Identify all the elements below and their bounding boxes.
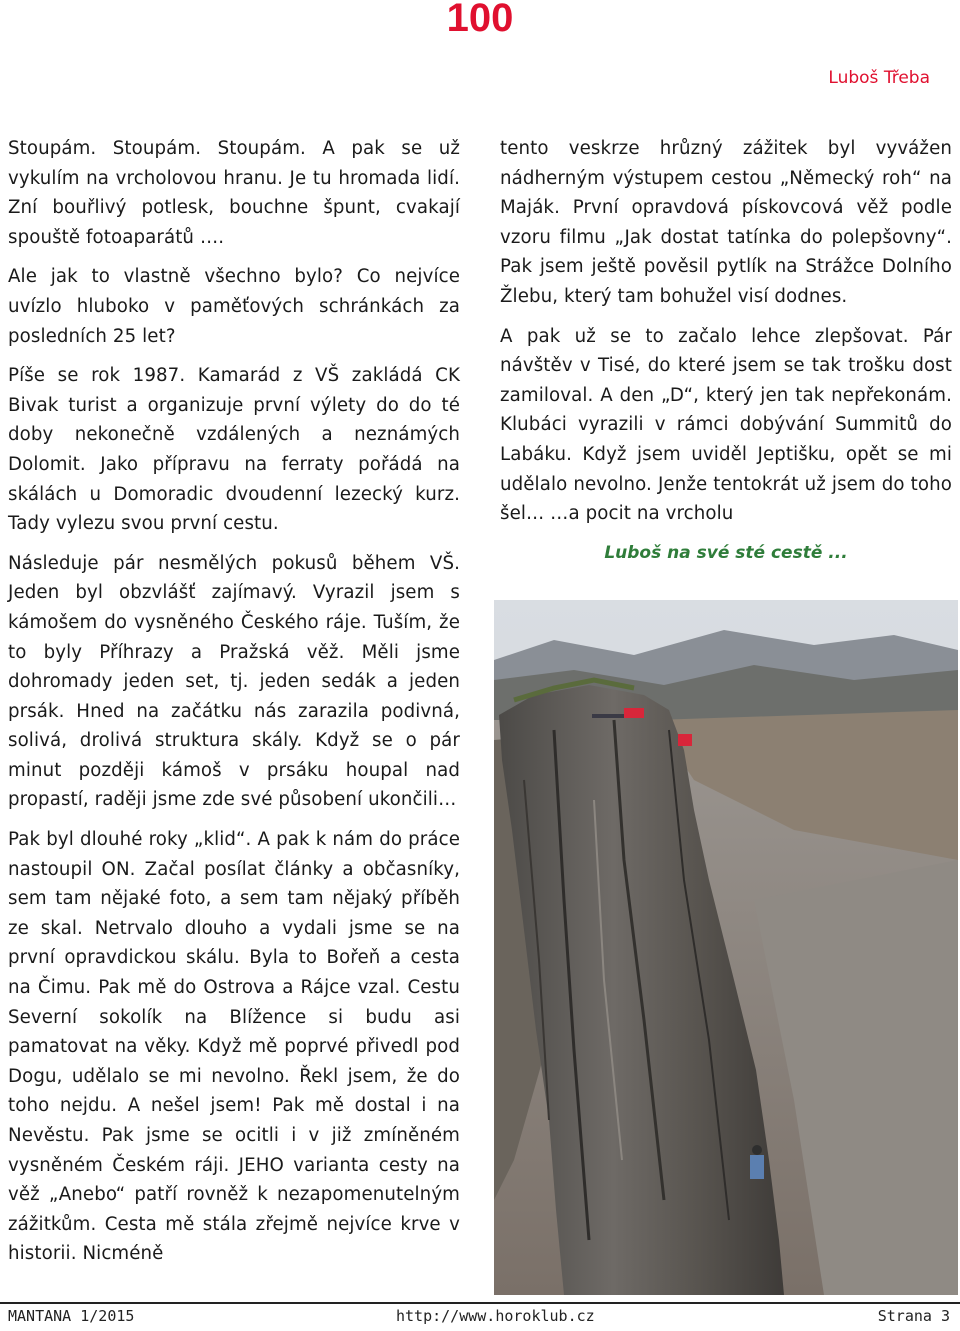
paragraph: Následuje pár nesmělých pokusů během VŠ. Jeden byl obzvlášť zajímavý. Vyrazil jsem s kámošem do vysněného Českého ráje. Tuším, že to byly Příhrazy a Pražská věž. Měli jsme dohromady jeden set, tj. jeden sedák a jeden prsák. Hned na začátku nás zarazila podivná, solivá, drolivá struktura skály. Když se o pár minut později kámoš v prsáku houpal nad propastí, raději jsme zde své působení ukončili… (8, 552, 460, 811)
paragraph: tento veskrze hrůzný zážitek byl vyvážen nádherným výstupem cestou „Německý roh“ na Maják. První opravdová pískovcová věž podle vzoru filmu „Jak dostat tatínka do polepšovny“. Pak jsem ještě pověsil pytlík na Strážce Dolního Žlebu, který tam bohužel visí dodnes. (500, 138, 952, 307)
paragraph: Pak byl dlouhé roky „klid“. A pak k nám do práce nastoupil ON. Začal posílat články a občasníky, sem tam nějaké foto, a sem tam nějaký příběh ze skal. Netrvalo dlouho a vydali jsme se na první opravdickou skálu. Byla to Bořeň a cesta na Čimu. Pak mě do Ostrova a Rájce vzal. Cestu Severní sokolík na Blížence si budu asi pamatovat na věky. Když mě poprvé přivedl pod Dogu, udělalo se mi nevolno. Řekl jsem, že do toho nejdu. A nešel jsem! Pak mě dostal i na Nevěstu. Pak jsme se ocitli i v již zmíněném vysněném Českém ráji. JEHO varianta cesty na věž „Anebo“ patří rovněž k nezapomenutelným zážitkům. Cesta mě stála zřejmě nejvíce krve v historii. Nicméně (8, 829, 460, 1265)
author-name: Luboš Třeba (828, 68, 930, 88)
footer-page-number: Strana 3 (877, 1307, 950, 1325)
left-column (8, 134, 460, 1279)
photo-caption: Luboš na své sté cestě ... (604, 542, 848, 563)
footer-divider (0, 1302, 960, 1304)
footer-website-link[interactable]: http://www.horoklub.cz (396, 1307, 595, 1325)
paragraph: Píše se rok 1987. Kamarád z VŠ zakládá CK Bivak turist a organizuje první výlety do do té doby nekonečně vzdálených a neznámých Dolomit. Jako přípravu na ferraty pořádá na skálách u Domoradic dvoudenní lezecký kurz. Tady vylezu svou první cestu. (8, 365, 460, 535)
climbing-photo (494, 600, 958, 1295)
right-column (500, 134, 952, 563)
page-number-title: 100 (446, 0, 514, 40)
footer-publication: MANTANA 1/2015 (8, 1307, 135, 1325)
paragraph: A pak už se to začalo lehce zlepšovat. Pár návštěv v Tisé, do které jsem se tak trošku dost zamiloval. A den „D“, který jen tak nepřekonám. Klubáci vyrazili v rámci dobývání Summitů do Labáku. Když jsem uviděl Jeptišku, opět se mi udělalo nevolno. Jenže tentokrát už jsem do toho šel… …a pocit na vrcholu (500, 325, 952, 525)
paragraph: Ale jak to vlastně všechno bylo? Co nejvíce uvízlo hluboko v paměťových schránkách za posledních 25 let? (8, 266, 460, 347)
paragraph: Stoupám. Stoupám. Stoupám. A pak se už vykulím na vrcholovou hranu. Je tu hromada lidí. Zní bouřlivý potlesk, bouchne špunt, cvakají spouště fotoaparátů …. (8, 138, 460, 248)
